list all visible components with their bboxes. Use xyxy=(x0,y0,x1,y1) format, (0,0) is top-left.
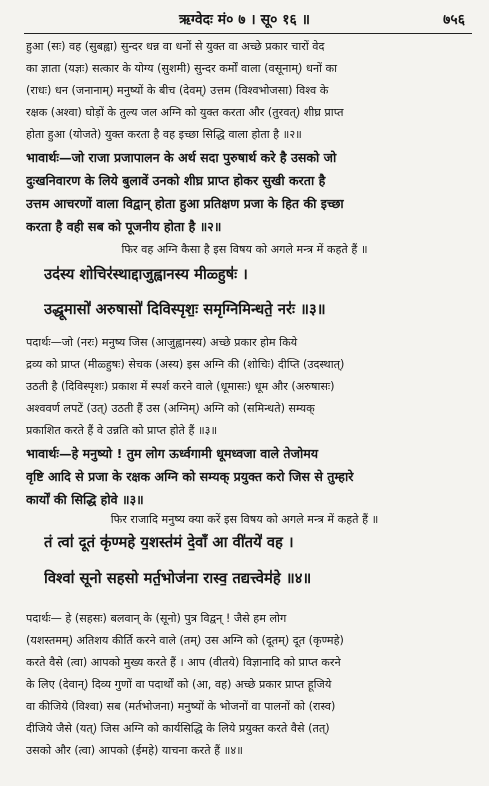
bhavartha-line: वृष्टि आदि से प्रजा के रक्षक अग्नि को सम्यक् प्रयुक्त करो जिस से तुम्हारे xyxy=(26,469,354,484)
text-line: उठती है (दिविस्पृशः) प्रकाश में स्पर्श करने वाले (धूमासः) धूम और (अरुषासः) xyxy=(26,380,335,393)
text-line: उसको और (त्वा) आपको (ईमहे) याचना करते हैं ॥४॥ xyxy=(26,744,243,757)
bhavartha-line: उत्तम आचरणों वाला विद्वान् होता हुआ प्रतिक्षण प्रजा के हित की इच्छा xyxy=(26,196,344,211)
bhavartha-line: दुःखनिवारण के लिये बुलावें उनको शीघ्र प्राप्त होकर सुखी करता है xyxy=(26,173,326,188)
mantra-intro: फिर राजादि मनुष्य क्या करें इस विषय को अगले मन्त्र में कहते हैं ॥ xyxy=(110,513,379,526)
commentary-block-1 xyxy=(26,36,472,238)
mantra-intro: फिर वह अग्नि कैसा है इस विषय को अगले मन्त्र में कहते हैं ॥ xyxy=(121,243,368,256)
text-line: पदार्थः—जो (नरः) मनुष्य जिस (आजुह्वानस्य) अच्छे प्रकार होम किये xyxy=(26,336,298,349)
text-line: प्रकाशित करते हैं वे उन्नति को प्राप्त होते हैं ॥३॥ xyxy=(26,424,218,437)
text-line: (यशस्तमम्) अतिशय कीर्ति करने वाले (तम्) उस अग्नि को (दूतम्) दूत (कृण्महे) xyxy=(26,634,344,647)
text-line: होता हुआ (योजते) युक्त करता है वह इच्छा सिद्धि वाला होता है ॥२॥ xyxy=(26,128,302,141)
page-header xyxy=(0,10,489,32)
text-line: का ज्ञाता (यज्ञः) सत्कार के योग्य (सुशमी) सुन्दर कर्मों वाला (वसूनाम्) धनों का xyxy=(26,62,338,75)
bhavartha-line: भावार्थः—हे मनुष्यो ! तुम लोग ऊर्ध्वगामी धूमध्वजा वाले तेजोमय xyxy=(26,446,319,461)
text-line: दीजिये जैसे (यत्) जिस अग्नि को कार्यसिद्धि के लिये प्रयुक्त करते वैसे (तत्) xyxy=(26,722,330,735)
text-line: पदार्थः— हे (सहसः) बलवान् के (सूनो) पुत्र विद्वन् ! जैसे हम लोग xyxy=(26,612,287,625)
text-line: करते वैसे (त्वा) आपको मुख्य करते हैं । आप (वीतये) विज्ञानादि को प्राप्त करने xyxy=(26,656,341,669)
bhavartha-line: कार्यों की सिद्धि होवे ॥३॥ xyxy=(26,492,144,507)
page-number: ७५६ xyxy=(443,12,465,28)
bhavartha-line: भावार्थः—जो राजा प्रजापालन के अर्थ सदा पुरुषार्थ करे है उसको जो xyxy=(26,150,337,165)
bhavartha-line: करता है वही सब को पूजनीय होता है ॥२॥ xyxy=(26,219,222,234)
text-line: हुआ (सः) वह (सुबह्वा) सुन्दर धन्न वा धनों से युक्त वा अच्छे प्रकार चारों वेद xyxy=(26,40,325,53)
text-line: अश्ववर्ण लपटें (उत्) उठती हैं उस (अग्निम्) अग्नि को (समिन्धते) सम्यक् xyxy=(26,402,315,415)
mantra-line: विश्वा॑ सूनो सहसो मर्त॒भोज॑ना रास्व॒ तद्यत्त्वेम॑हे ॥४॥ xyxy=(44,570,312,587)
mantra-line: तं त्वा॑ दूतं कृ॑ण्महे य॒शस्त॑मं दे॒वाँ आ वी॑तये॑ वह । xyxy=(44,534,294,551)
text-line: (राधः) धन (जनानाम्) मनुष्यों के बीच (देवम्) उत्तम (विश्वभोजसा) विश्व के xyxy=(26,84,329,97)
text-line: द्रव्य को प्राप्त (मीळ्हुषः) सेचक (अस्य) इस अग्नि की (शोचिः) दीप्ति (उदस्थात्) xyxy=(26,358,345,371)
commentary-block-2 xyxy=(26,332,472,511)
text-line: के लिए (देवान्) दिव्य गुणों वा पदार्थों को (आ, वह) अच्छे प्रकार प्राप्त हूजिये xyxy=(26,678,332,691)
mantra-line: उद॑स्य शोचिर॑स्थाद्दाजुह्वानस्य मीळ्हुषः॑ । xyxy=(44,266,248,283)
mantra-line: उद्धूमासो॑ अरुषासो॑ दिविस्पृशः॒ समृग्निमिन्धते॒ नरः॑ ॥३॥ xyxy=(44,301,326,318)
commentary-block-3 xyxy=(26,608,472,762)
header-rule xyxy=(24,33,472,34)
text-line: वा कीजिये (विश्वा) सब (मर्तभोजना) मनुष्यों के भोजनों वा पालनों को (रास्व) xyxy=(26,700,336,713)
text-line: रक्षक (अश्वा) घोड़ों के तुल्य जल अग्नि को युक्त करता और (तुरवत्) शीघ्र प्राप्त xyxy=(26,106,344,119)
running-title: ऋग्वेदः मं० ७ । सू० १६ ॥ xyxy=(178,12,311,28)
